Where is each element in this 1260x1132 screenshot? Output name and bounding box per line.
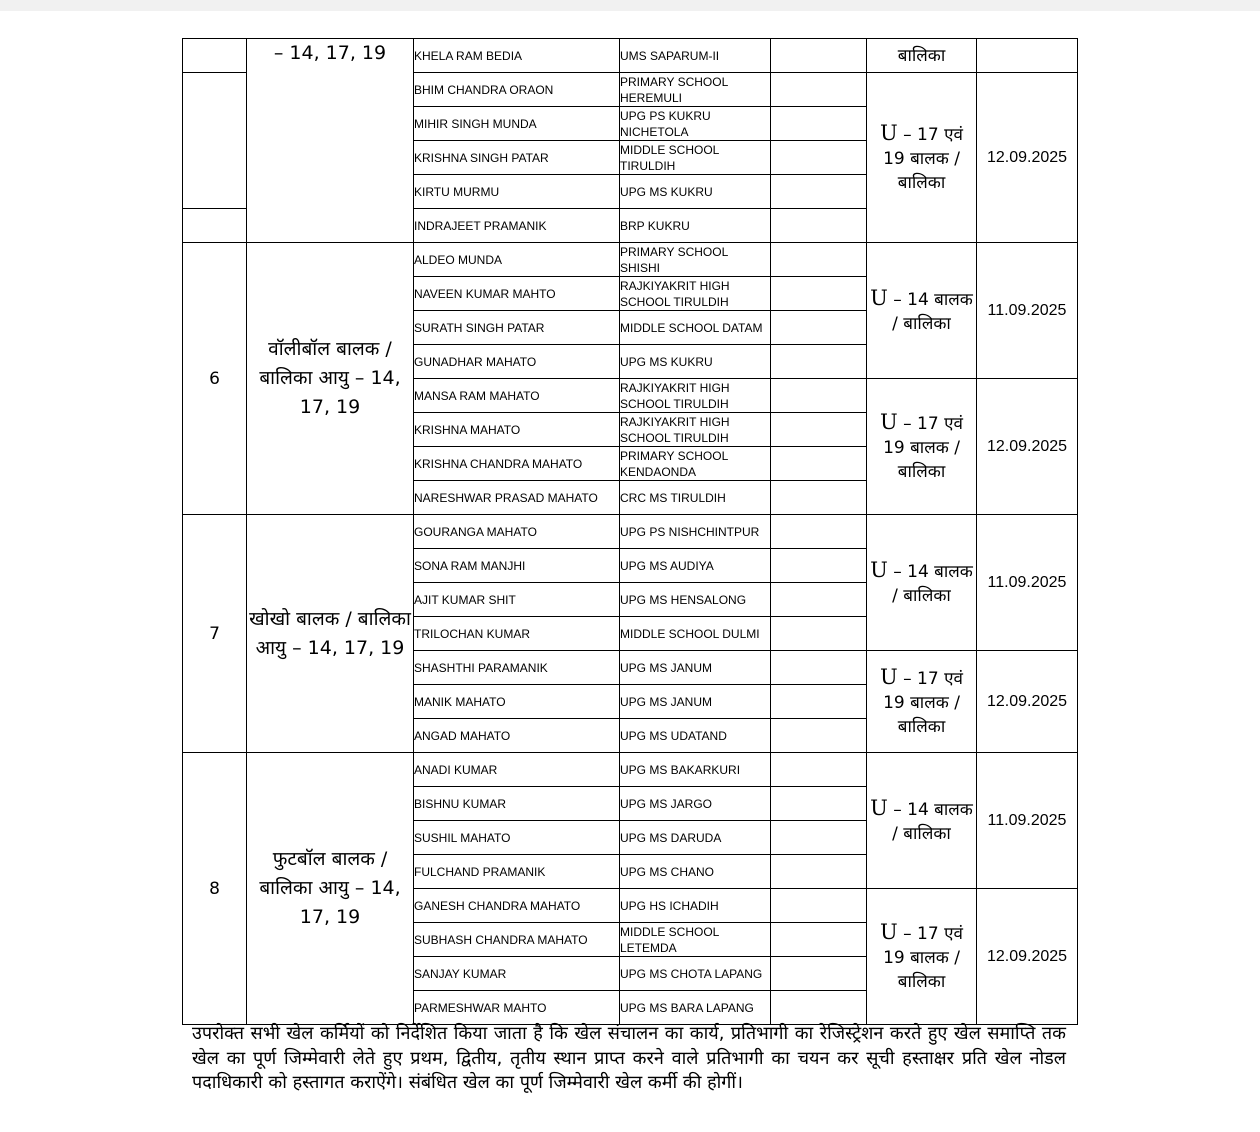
serial-number (183, 39, 247, 73)
blank-cell (771, 243, 867, 277)
blank-cell (771, 685, 867, 719)
age-u-label: U (880, 409, 898, 434)
school-name: MIDDLE SCHOOL DATAM (620, 311, 771, 345)
blank-cell (771, 277, 867, 311)
age-u-label: U (880, 120, 898, 145)
date-cell: 11.09.2025 (977, 753, 1078, 889)
game-name: फुटबॉल बालक / बालिका आयु – 14, 17, 19 (247, 753, 414, 1025)
school-name: MIDDLE SCHOOL TIRULDIH (620, 141, 771, 175)
school-name: UPG MS JARGO (620, 787, 771, 821)
date-cell: 12.09.2025 (977, 73, 1078, 243)
blank-cell (771, 923, 867, 957)
blank-cell (771, 209, 867, 243)
blank-cell (771, 651, 867, 685)
school-name: UPG MS DARUDA (620, 821, 771, 855)
category-cell (867, 651, 977, 753)
official-name: FULCHAND PRAMANIK (414, 855, 620, 889)
school-name: RAJKIYAKRIT HIGH SCHOOL TIRULDIH (620, 413, 771, 447)
official-name: KRISHNA CHANDRA MAHATO (414, 447, 620, 481)
official-name: GANESH CHANDRA MAHATO (414, 889, 620, 923)
school-name: RAJKIYAKRIT HIGH SCHOOL TIRULDIH (620, 277, 771, 311)
blank-cell (771, 991, 867, 1025)
school-name: UPG MS KUKRU (620, 345, 771, 379)
official-name: INDRAJEET PRAMANIK (414, 209, 620, 243)
official-name: KIRTU MURMU (414, 175, 620, 209)
blank-cell (771, 413, 867, 447)
category-text: – 14 बालक / बालिका (892, 289, 973, 334)
table-row (183, 753, 1078, 787)
official-name: BHIM CHANDRA ORAON (414, 73, 620, 107)
blank-cell (771, 175, 867, 209)
school-name: MIDDLE SCHOOL DULMI (620, 617, 771, 651)
category-text: – 17 एवं 19 बालक / बालिका (883, 413, 963, 482)
official-name: TRILOCHAN KUMAR (414, 617, 620, 651)
blank-cell (771, 549, 867, 583)
category-cell (867, 753, 977, 889)
official-name: GOURANGA MAHATO (414, 515, 620, 549)
date-cell: 12.09.2025 (977, 889, 1078, 1025)
school-name: UMS SAPARUM-II (620, 39, 771, 73)
blank-cell (771, 379, 867, 413)
category-cell (867, 73, 977, 243)
official-name: ANGAD MAHATO (414, 719, 620, 753)
official-name: NAVEEN KUMAR MAHTO (414, 277, 620, 311)
serial-number: 7 (183, 515, 247, 753)
viewer-top-bar (0, 0, 1260, 11)
blank-cell (771, 583, 867, 617)
school-name: UPG MS HENSALONG (620, 583, 771, 617)
blank-cell (771, 753, 867, 787)
category-text: – 17 एवं 19 बालक / बालिका (883, 923, 963, 992)
blank-cell (771, 719, 867, 753)
game-name: – 14, 17, 19 (247, 39, 414, 243)
serial-blank (183, 209, 247, 243)
category-cell (867, 515, 977, 651)
blank-cell (771, 141, 867, 175)
official-name: SUSHIL MAHATO (414, 821, 620, 855)
serial-number: 8 (183, 753, 247, 1025)
blank-cell (771, 447, 867, 481)
blank-cell (771, 821, 867, 855)
school-name: UPG MS JANUM (620, 685, 771, 719)
school-name: BRP KUKRU (620, 209, 771, 243)
serial-number: 6 (183, 243, 247, 515)
school-name: UPG HS ICHADIH (620, 889, 771, 923)
school-name: UPG PS KUKRU NICHETOLA (620, 107, 771, 141)
category-text: – 17 एवं 19 बालक / बालिका (883, 668, 963, 737)
school-name: UPG MS BAKARKURI (620, 753, 771, 787)
school-name: UPG MS CHOTA LAPANG (620, 957, 771, 991)
category-text: – 14 बालक / बालिका (892, 561, 973, 606)
school-name: UPG MS CHANO (620, 855, 771, 889)
blank-cell (771, 73, 867, 107)
category-text: बालिका (897, 45, 946, 66)
blank-cell (771, 481, 867, 515)
table-row (183, 39, 1078, 73)
game-name: वॉलीबॉल बालक / बालिका आयु – 14, 17, 19 (247, 243, 414, 515)
school-name: MIDDLE SCHOOL LETEMDA (620, 923, 771, 957)
official-name: GUNADHAR MAHATO (414, 345, 620, 379)
school-name: UPG MS UDATAND (620, 719, 771, 753)
school-name: CRC MS TIRULDIH (620, 481, 771, 515)
duty-table (182, 38, 1078, 1025)
official-name: KRISHNA MAHATO (414, 413, 620, 447)
age-u-label: U (870, 557, 888, 582)
official-name: BISHNU KUMAR (414, 787, 620, 821)
age-u-label: U (870, 285, 888, 310)
blank-cell (771, 957, 867, 991)
age-u-label: U (870, 795, 888, 820)
official-name: KHELA RAM BEDIA (414, 39, 620, 73)
category-cell (867, 889, 977, 1025)
category-cell (867, 243, 977, 379)
school-name: UPG MS KUKRU (620, 175, 771, 209)
official-name: SONA RAM MANJHI (414, 549, 620, 583)
date-cell: 12.09.2025 (977, 379, 1078, 515)
serial-blank (183, 73, 247, 209)
blank-cell (771, 311, 867, 345)
official-name: ALDEO MUNDA (414, 243, 620, 277)
official-name: AJIT KUMAR SHIT (414, 583, 620, 617)
blank-cell (771, 345, 867, 379)
instruction-note: उपरोक्त सभी खेल कर्मियों को निर्देशित किया जाता है कि खेल संचालन का कार्य, प्रतिभागी का रेजिस्ट्रेशन करते हुए खेल समाप्ति तक खेल का पूर्ण जिम्मेवारी लेते हुए प्रथम, द्वितीय, तृतीय स्थान प्राप्त करने वाले प्रतिभागी का चयन कर सूची हस्ताक्षर प्रति खेल नोडल पदाधिकारी को हस्तागत कराऐंगे। संबंधित खेल का पूर्ण जिम्मेवारी खेल कर्मी की होगीं। (192, 1023, 1066, 1093)
school-name: UPG PS NISHCHINTPUR (620, 515, 771, 549)
date-cell: 11.09.2025 (977, 243, 1078, 379)
school-name: PRIMARY SCHOOL SHISHI (620, 243, 771, 277)
school-name: RAJKIYAKRIT HIGH SCHOOL TIRULDIH (620, 379, 771, 413)
official-name: MIHIR SINGH MUNDA (414, 107, 620, 141)
official-name: SHASHTHI PARAMANIK (414, 651, 620, 685)
school-name: PRIMARY SCHOOL HEREMULI (620, 73, 771, 107)
age-u-label: U (880, 919, 898, 944)
blank-cell (771, 617, 867, 651)
blank-cell (771, 855, 867, 889)
category-cell (867, 379, 977, 515)
official-name: SUBHASH CHANDRA MAHATO (414, 923, 620, 957)
official-name: SANJAY KUMAR (414, 957, 620, 991)
category-text: – 14 बालक / बालिका (892, 799, 973, 844)
school-name: UPG MS BARA LAPANG (620, 991, 771, 1025)
official-name: ANADI KUMAR (414, 753, 620, 787)
official-name: PARMESHWAR MAHTO (414, 991, 620, 1025)
category-text: – 17 एवं 19 बालक / बालिका (883, 124, 963, 193)
school-name: UPG MS JANUM (620, 651, 771, 685)
official-name: MANSA RAM MAHATO (414, 379, 620, 413)
official-name: KRISHNA SINGH PATAR (414, 141, 620, 175)
blank-cell (771, 787, 867, 821)
blank-cell (771, 39, 867, 73)
category-cell (867, 39, 977, 73)
official-name: NARESHWAR PRASAD MAHATO (414, 481, 620, 515)
blank-cell (771, 107, 867, 141)
date-cell: 12.09.2025 (977, 651, 1078, 753)
official-name: MANIK MAHATO (414, 685, 620, 719)
school-name: UPG MS AUDIYA (620, 549, 771, 583)
date-cell: 11.09.2025 (977, 515, 1078, 651)
table-row (183, 515, 1078, 549)
age-u-label: U (880, 664, 898, 689)
blank-cell (771, 515, 867, 549)
table-row (183, 243, 1078, 277)
school-name: PRIMARY SCHOOL KENDAONDA (620, 447, 771, 481)
game-name: खोखो बालक / बालिका आयु – 14, 17, 19 (247, 515, 414, 753)
date-cell (977, 39, 1078, 73)
official-name: SURATH SINGH PATAR (414, 311, 620, 345)
blank-cell (771, 889, 867, 923)
